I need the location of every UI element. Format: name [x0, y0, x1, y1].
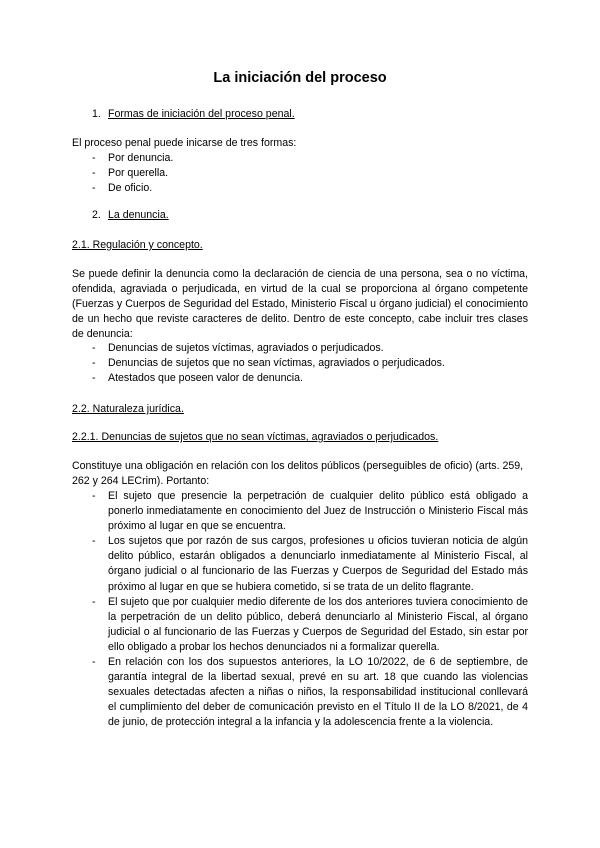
section-1-title: Formas de iniciación del proceso penal.	[108, 108, 295, 120]
list-item: - Por querella.	[92, 166, 528, 181]
section-2-title: La denuncia.	[108, 209, 169, 221]
list-item: - Denuncias de sujetos que no sean víctimas, agraviados o perjudicados.	[92, 356, 528, 371]
page-title: La iniciación del proceso	[213, 70, 387, 86]
section-2-2-1-heading: 2.2.1. Denuncias de sujetos que no sean víctimas, agraviados o perjudicados.	[72, 431, 439, 443]
list-item: - Por denuncia.	[92, 151, 528, 166]
list-item: - Denuncias de sujetos víctimas, agraviados o perjudicados.	[92, 341, 528, 356]
list-item: - El sujeto que por cualquier medio diferente de los dos anteriores tuviera conocimiento de la perpetración de un delito público, deberá denunciarlo al Ministerio Fiscal, al órgano judicial o al funcionario de las Fuerzas y Cuerpos de Seguridad del Estado, sin estar por ello obligado a probar los hechos denunciados ni a formalizar querella.	[92, 595, 528, 655]
list-item: - El sujeto que presencie la perpetración de cualquier delito público está obligado a ponerlo inmediatamente en conocimiento del Juez de Instrucción o Ministerio Fiscal más próximo al lugar en que se encuentra.	[92, 489, 528, 534]
forms-list	[92, 151, 528, 196]
denuncia-types-list	[92, 341, 528, 386]
section-1-number: 1.	[92, 108, 101, 120]
section-2-1-heading: 2.1. Regulación y concepto.	[72, 239, 203, 251]
list-item: - De oficio.	[92, 181, 528, 196]
section-2-2-heading: 2.2. Naturaleza jurídica.	[72, 403, 184, 415]
list-item: - Los sujetos que por razón de sus cargos, profesiones u oficios tuvieran noticia de algún delito público, estarán obligados a denunciarlo inmediatamente al Ministerio Fiscal, al órgano judicial o al funcionario de las Fuerzas y Cuerpos de Seguridad del Estado más próximo al lugar en que se hubiera cometido, si se trata de un delito flagrante.	[92, 534, 528, 594]
list-item: - En relación con los dos supuestos anteriores, la LO 10/2022, de 6 de septiembre, de garantía integral de la libertad sexual, prevé en su art. 18 que cuando las violencias sexuales detectadas afecten a niñas o niños, la responsabilidad institucional conllevará el cumplimiento del deber de comunicación previsto en el Título II de la LO 8/2021, de 4 de junio, de protección integral a la infancia y la adolescencia frente a la violencia.	[92, 655, 528, 730]
obligations-list	[92, 489, 528, 731]
list-item: - Atestados que poseen valor de denuncia.	[92, 371, 528, 386]
section-2-2-1-paragraph: Constituye una obligación en relación con los delitos públicos (perseguibles de oficio) (arts. 259, 262 y 264 LECrim). Portanto:	[72, 460, 524, 488]
intro-text: El proceso penal puede inicarse de tres formas:	[72, 137, 297, 149]
section-2-1-paragraph: Se puede definir la denuncia como la declaración de ciencia de una persona, sea o no víctima, ofendida, agraviada o perjudicada, en virtud de la cual se proporciona al órgano competente (Fuerzas y Cuerpos de Seguridad del Estado, Ministerio Fiscal u órgano judicial) el conocimiento de un hecho que reviste caracteres de delito. Dentro de este concepto, cabe incluir tres clases de denuncia:	[72, 268, 528, 341]
section-2-number: 2.	[92, 209, 101, 221]
